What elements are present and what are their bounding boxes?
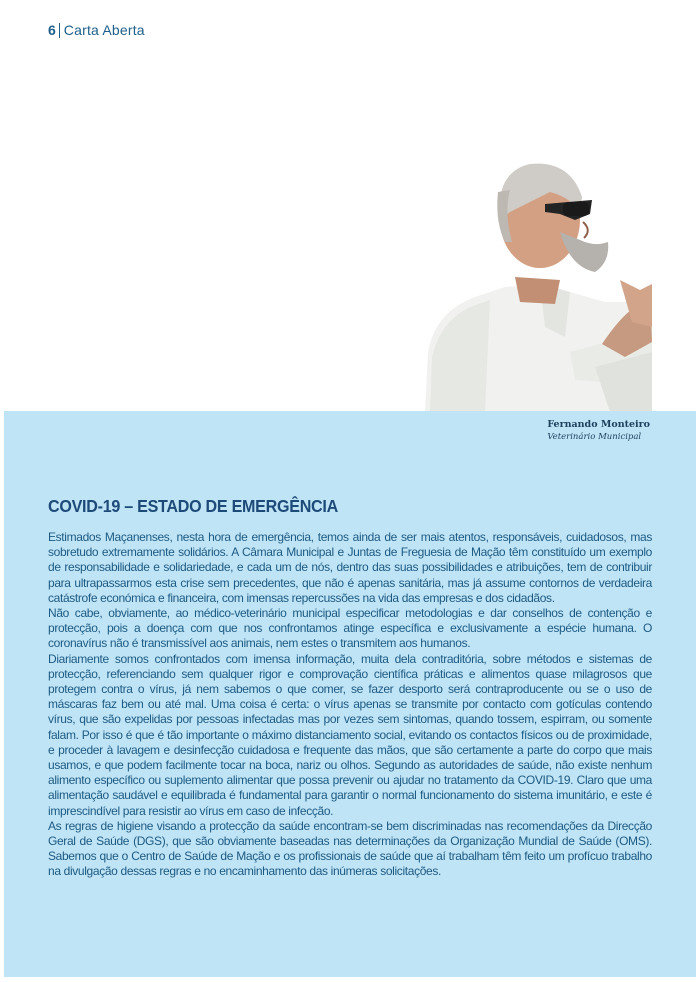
portrait-photo xyxy=(420,112,652,412)
header-divider xyxy=(59,23,60,38)
caption-name: Fernando Monteiro xyxy=(547,419,650,430)
paragraph: As regras de higiene visando a protecção da saúde encontram-se bem discriminadas nas recomendações da Direcção Geral de Saúde (DGS), que são obviamente baseadas nas determinações da Organização Mundial de Saúde (OMS). Sabemos que o Centro de Saúde de Mação e os profissionais de saúde que aí trabalham têm feito um profícuo trabalho na divulgação dessas regras e no encaminhamento das inúmeras solicitações. xyxy=(48,818,652,879)
caption-role: Veterinário Municipal xyxy=(547,432,642,442)
paragraph: Não cabe, obviamente, ao médico-veterinário municipal especificar metodologias e dar conselhos de contenção e protecção, pois a doença com que nos confrontamos atinge específica e exclusivamente a espécie humana. O coronavírus não é transmissível aos animais, nem estes o transmitem aos humanos. xyxy=(48,606,652,651)
photo-caption xyxy=(547,418,650,443)
section-name: Carta Aberta xyxy=(63,22,145,38)
article-title: COVID-19 – ESTADO DE EMERGÊNCIA xyxy=(48,496,338,516)
paragraph: Diariamente somos confrontados com imensa informação, muita dela contraditória, sobre métodos e sistemas de protecção, referenciando sem qualquer rigor e comprovação científica práticas e alimentos quase milagrosos que protegem contra o vírus, já nem sabemos o que comer, se fazer desporto será contraproducente ou se o uso de máscaras faz bem ou até mal. Uma coisa é certa: o vírus apenas se transmite por contacto com gotículas contendo vírus, que são expelidas por pessoas infectadas mas por vezes sem sintomas, quando tossem, espirram, ou somente falam. Por isso é que é tão importante o máximo distanciamento social, evitando os contactos físicos ou de proximidade, e proceder à lavagem e desinfecção cuidadosa e frequente das mãos, que são certamente a parte do corpo que mais usamos, e que podem facilmente tocar na boca, nariz ou olhos. Segundo as autoridades de saúde, não existe nenhum alimento específico ou suplemento alimentar que possa prevenir ou ajudar no tratamento da COVID-19. Claro que uma alimentação saudável e equilibrada é fundamental para garantir o normal funcionamento do sistema imunitário, e este é imprescindível para resistir ao vírus em caso de infecção. xyxy=(48,651,652,818)
page-number: 6 xyxy=(48,22,56,38)
article-body xyxy=(48,530,652,880)
paragraph: Estimados Maçanenses, nesta hora de emergência, temos ainda de ser mais atentos, responsáveis, cuidadosos, mas sobretudo extremamente solidários. A Câmara Municipal e Juntas de Freguesia de Mação têm constituído um exemplo de responsabilidade e solidariedade, e cada um de nós, dentro das suas possibilidades e atribuições, tem de contribuir para ultrapassarmos esta crise sem precedentes, que não é apenas sanitária, mas já assume contornos de verdadeira catástrofe económica e financeira, com imensas repercussões na vida das empresas e dos cidadãos. xyxy=(48,530,652,605)
page-header xyxy=(48,20,145,40)
